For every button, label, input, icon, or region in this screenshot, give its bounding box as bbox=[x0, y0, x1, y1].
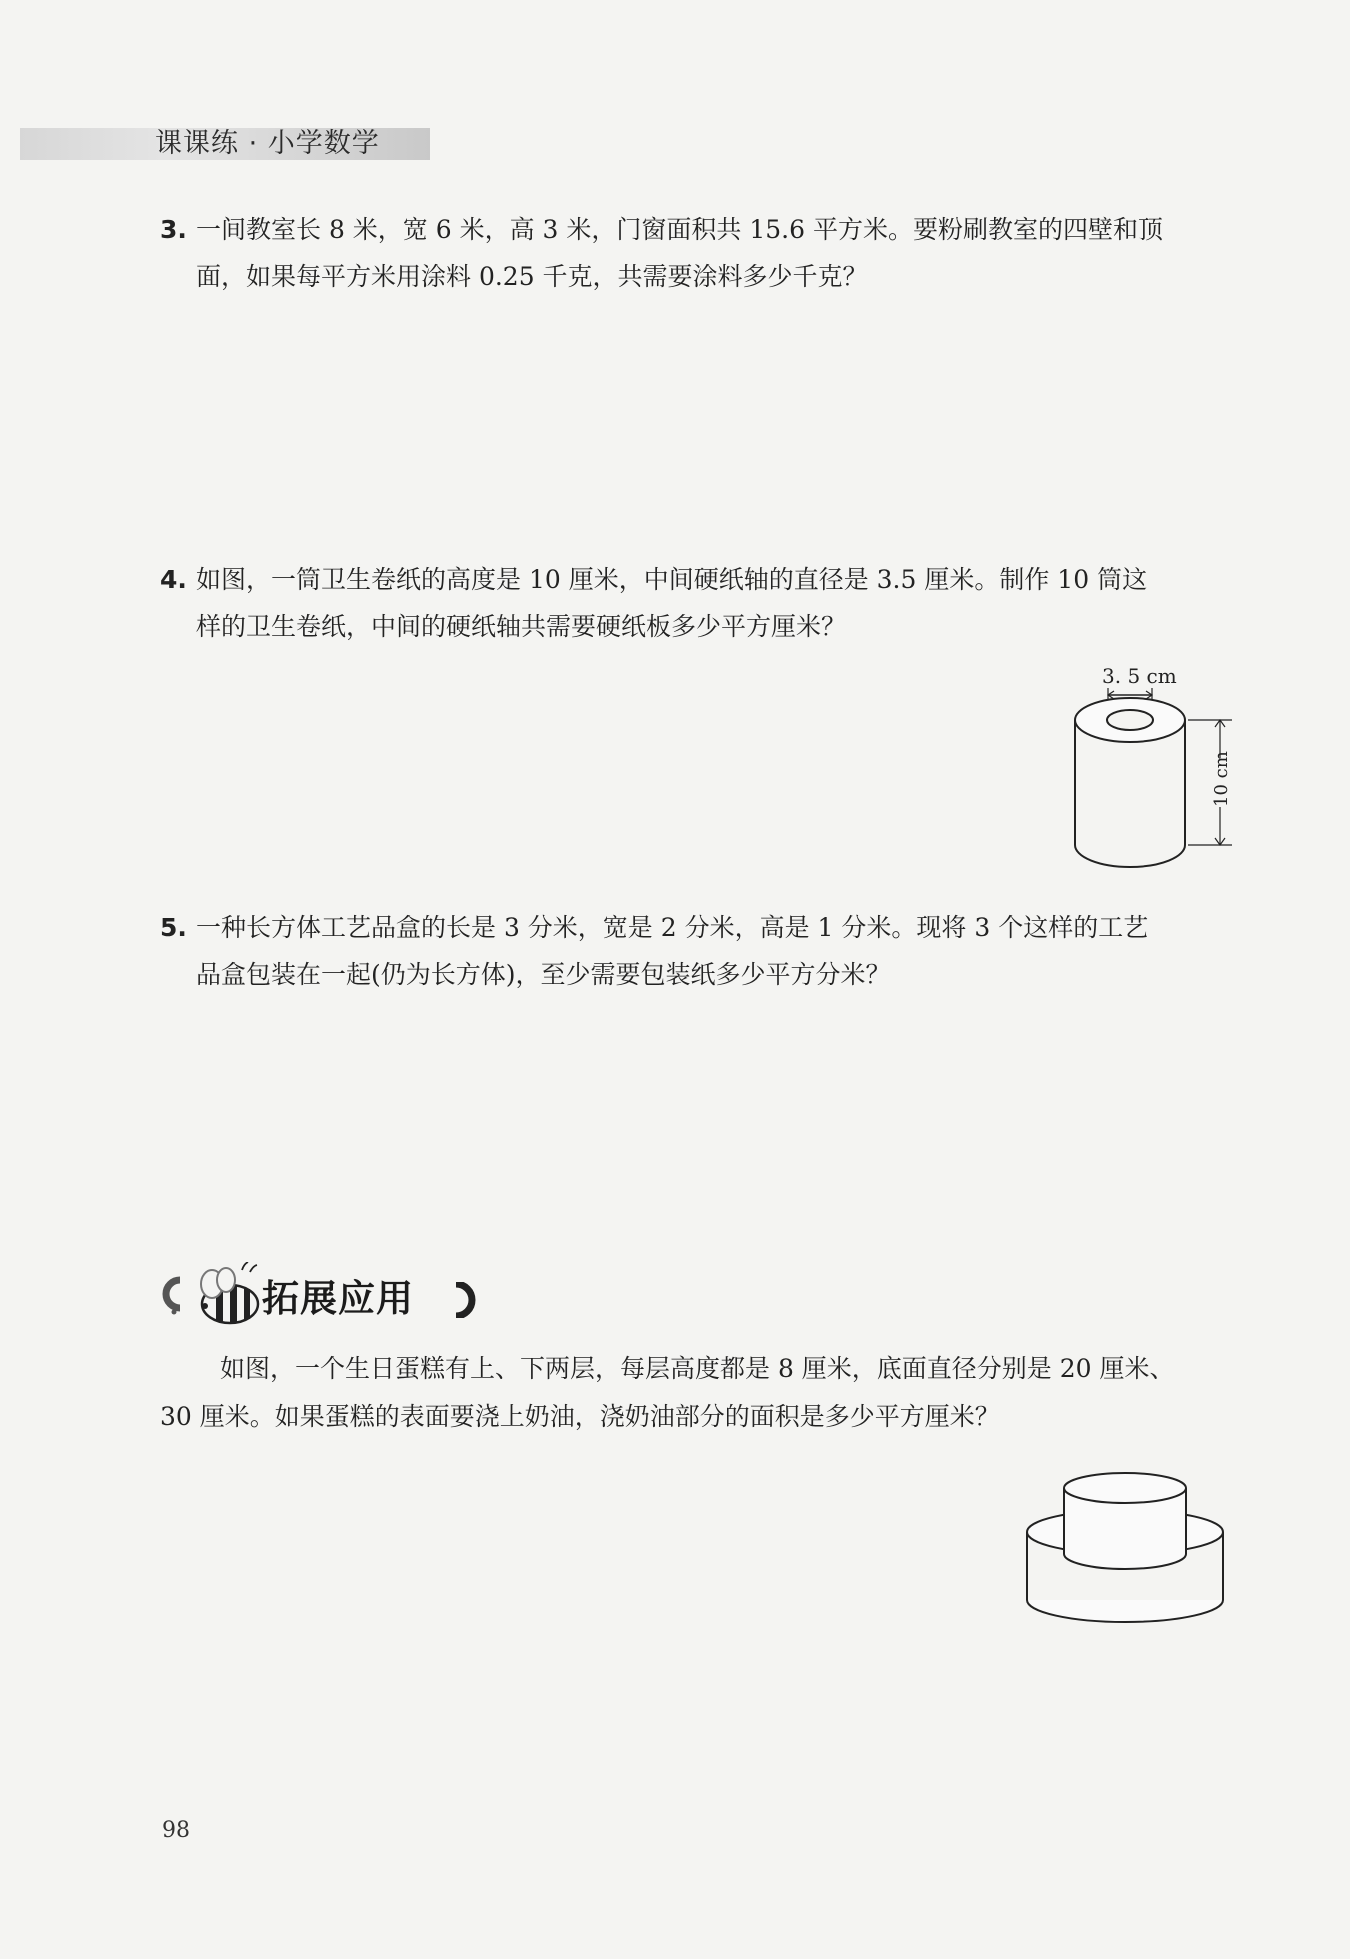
question-number: 5. bbox=[160, 913, 187, 942]
question-4 bbox=[160, 556, 1230, 650]
question-5 bbox=[160, 904, 1230, 998]
question-text-line-1: 一种长方体工艺品盒的长是 3 分米，宽是 2 分米，高是 1 分米。现将 3 个这样的工艺 bbox=[196, 913, 1149, 942]
height-label: 10 cm bbox=[1211, 751, 1232, 807]
extension-question bbox=[160, 1345, 1250, 1441]
running-header: 课课练 · 小学数学 bbox=[155, 128, 380, 159]
question-3 bbox=[160, 206, 1230, 300]
bee-icon bbox=[160, 1262, 264, 1332]
question-text-line-2: 品盒包装在一起(仍为长方体)，至少需要包装纸多少平方分米？ bbox=[196, 960, 891, 989]
page-number: 98 bbox=[162, 1818, 190, 1843]
title-end-cap bbox=[452, 1282, 478, 1318]
question-number: 4. bbox=[160, 565, 187, 594]
question-text-line-1: 一间教室长 8 米，宽 6 米，高 3 米，门窗面积共 15.6 平方米。要粉刷教室的四壁和顶 bbox=[196, 215, 1163, 244]
cake-figure bbox=[1015, 1460, 1235, 1630]
question-number: 3. bbox=[160, 215, 187, 244]
extension-text-line-1: 如图，一个生日蛋糕有上、下两层，每层高度都是 8 厘米，底面直径分别是 20 厘米、 bbox=[220, 1354, 1175, 1383]
question-text-line-2: 样的卫生卷纸，中间的硬纸轴共需要硬纸板多少平方厘米？ bbox=[196, 612, 847, 641]
question-text-line-2: 面，如果每平方米用涂料 0.25 千克，共需要涂料多少千克？ bbox=[196, 262, 868, 291]
section-header bbox=[160, 1262, 480, 1332]
question-text-line-1: 如图，一筒卫生卷纸的高度是 10 厘米，中间硬纸轴的直径是 3.5 厘米。制作 10 筒这 bbox=[196, 565, 1148, 594]
diameter-label: 3. 5 cm bbox=[1102, 664, 1177, 688]
section-title: 拓展应用 bbox=[262, 1277, 414, 1320]
extension-text-line-2: 30 厘米。如果蛋糕的表面要浇上奶油，浇奶油部分的面积是多少平方厘米？ bbox=[160, 1402, 1000, 1431]
toilet-roll-figure bbox=[1060, 655, 1240, 875]
